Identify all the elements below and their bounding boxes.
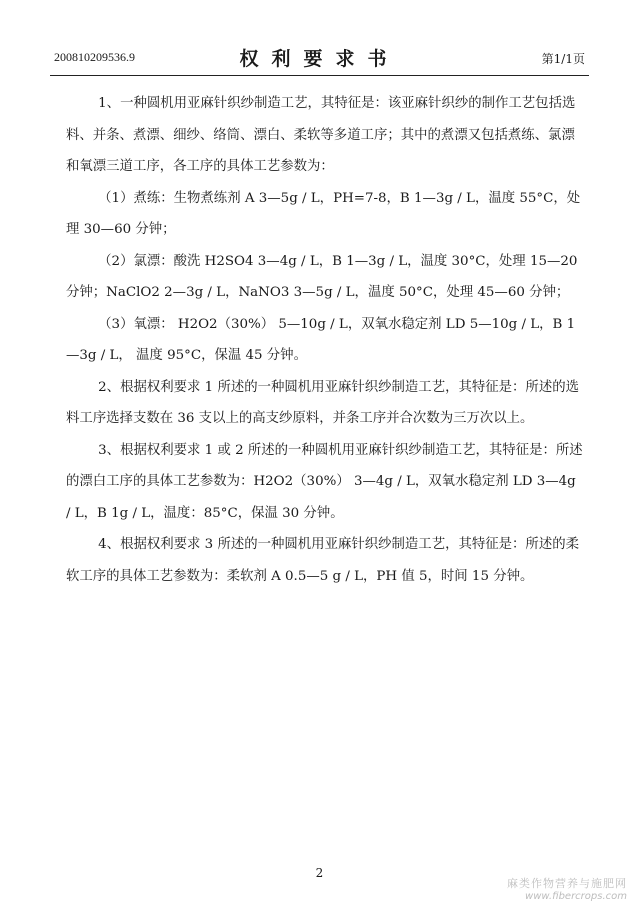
- claim-1-step-1: （1）煮练：生物煮练剂 A 3—5g / L，PH=7-8，B 1—3g / L，温度 55°C，处理 30—60 分钟；: [66, 190, 581, 237]
- page-number: 2: [315, 866, 324, 880]
- claim-1: 1、一种圆机用亚麻针织纱制造工艺，其特征是：该亚麻针织纱的制作工艺包括选料、并条、煮漂、细纱、络筒、漂白、柔软等多道工序；其中的煮漂又包括煮练、氯漂和氧漂三道工序，各工序的具体工艺参数为：: [66, 96, 576, 174]
- site-watermark: [507, 875, 627, 902]
- watermark-site-name: 麻类作物营养与施肥网: [507, 877, 627, 890]
- page-indicator: 第1/1页: [541, 52, 585, 66]
- claim-1-step-3: （3）氧漂： H2O2（30%） 5—10g / L，双氧水稳定剂 LD 5—10g / L，B 1—3g / L， 温度 95°C，保温 45 分钟。: [66, 316, 576, 363]
- claims-body: [66, 88, 584, 592]
- page-header: [54, 44, 585, 72]
- claim-1-step-2: （2）氯漂：酸洗 H2SO4 3—4g / L，B 1—3g / L，温度 30°C，处理 15—20 分钟；NaClO2 2—3g / L，NaNO3 3—5g / L，温度 50°C，处理 45—60 分钟；: [66, 253, 578, 300]
- document-title: 权利要求书: [239, 48, 400, 70]
- claim-4: 4、根据权利要求 3 所述的一种圆机用亚麻针织纱制造工艺，其特征是：所述的柔软工序的具体工艺参数为：柔软剂 A 0.5—5 g / L，PH 值 5，时间 15 分钟。: [66, 537, 579, 584]
- claim-3: 3、根据权利要求 1 或 2 所述的一种圆机用亚麻针织纱制造工艺，其特征是：所述的漂白工序的具体工艺参数为：H2O2（30%） 3—4g / L，双氧水稳定剂 LD 3—4g / L，B 1g / L，温度：85°C，保温 30 分钟。: [66, 442, 583, 521]
- claim-2: 2、根据权利要求 1 所述的一种圆机用亚麻针织纱制造工艺，其特征是：所述的选料工序选择支数在 36 支以上的高支纱原料，并条工序并合次数为三万次以上。: [66, 379, 579, 426]
- application-number: 200810209536.9: [54, 50, 135, 64]
- header-divider: [50, 75, 589, 76]
- watermark-url: www.fibercrops.com: [525, 891, 627, 902]
